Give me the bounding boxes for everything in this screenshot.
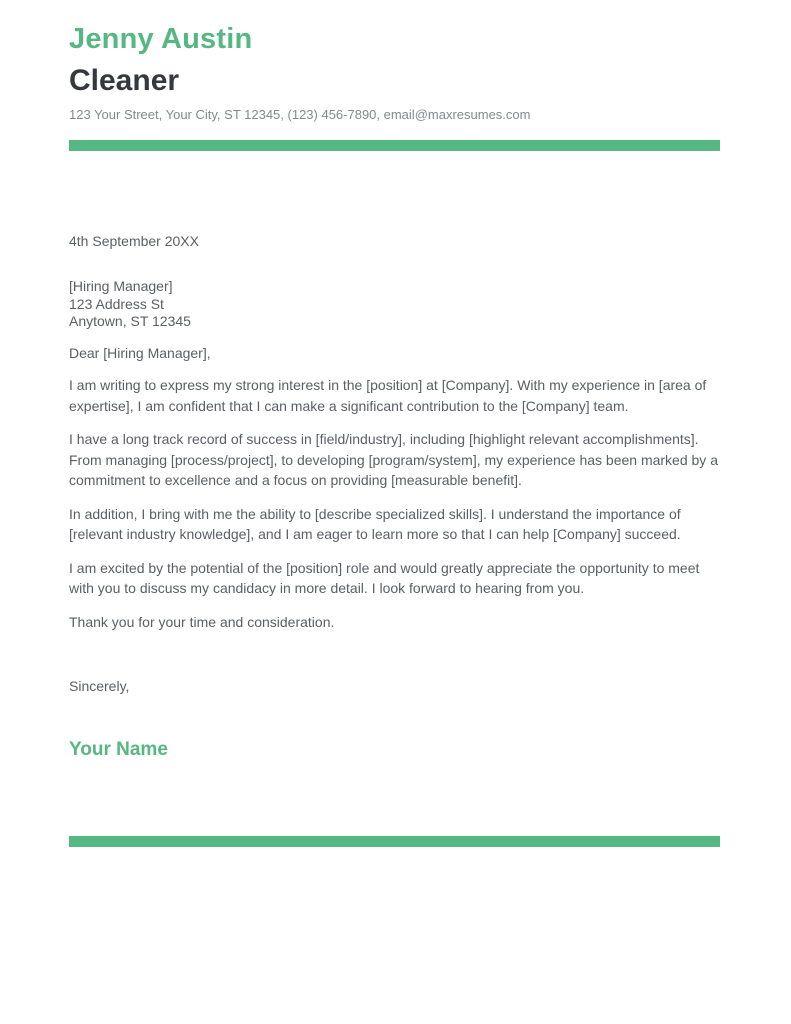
salutation: Dear [Hiring Manager], — [69, 344, 211, 361]
recipient-address — [69, 278, 720, 331]
body-paragraph-2: I have a long track record of success in [field/industry], including [highlight relevant accomplishments]. From managing [process/project], to developing [program/system], my experience has been marked by a commitment to excellence and a focus on providing [measurable benefit]. — [69, 431, 718, 489]
signature-name: Your Name — [69, 739, 168, 761]
letter-header — [69, 24, 720, 151]
body-paragraph-5: Thank you for your time and consideration. — [69, 613, 335, 630]
letter-date: 4th September 20XX — [69, 233, 199, 250]
body-paragraph-3: In addition, I bring with me the ability to [describe specialized skills]. I understand the importance of [relevant industry knowledge], and I am eager to learn more so that I can help [Company] succeed. — [69, 505, 681, 543]
header-divider-bar — [69, 140, 720, 151]
recipient-line: [Hiring Manager] — [69, 278, 173, 295]
applicant-name: Jenny Austin — [69, 23, 253, 55]
body-paragraph-4: I am excited by the potential of the [position] role and would greatly appreciate the opportunity to meet with you to discuss my candidacy in more detail. I look forward to hearing from you. — [69, 559, 700, 597]
job-title: Cleaner — [69, 64, 180, 98]
recipient-line: Anytown, ST 12345 — [69, 313, 191, 330]
closing: Sincerely, — [69, 678, 130, 695]
contact-info: 123 Your Street, Your City, ST 12345, (123) 456-7890, email@maxresumes.com — [69, 106, 531, 122]
recipient-line: 123 Address St — [69, 295, 164, 312]
body-paragraph-1: I am writing to express my strong interest in the [position] at [Company]. With my experience in [area of expertise], I am confident that I can make a significant contribution to the [Company] team. — [69, 377, 707, 414]
footer-divider-bar — [69, 836, 720, 847]
letter-body — [69, 234, 720, 760]
